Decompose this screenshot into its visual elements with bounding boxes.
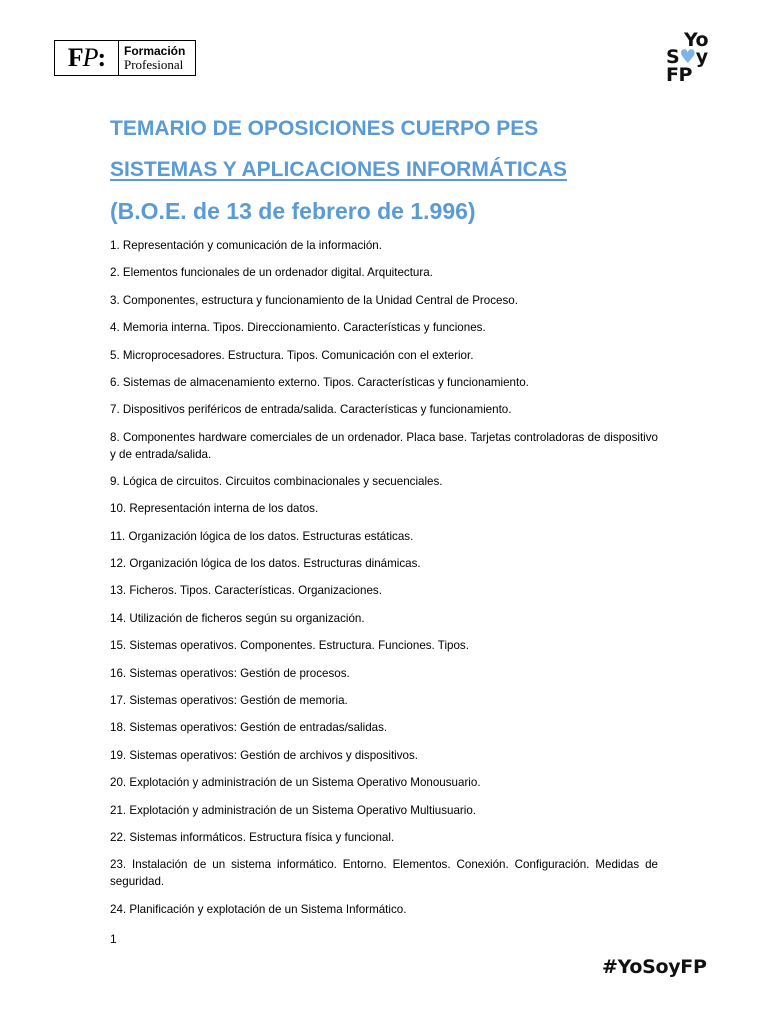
- topic-item: 13. Ficheros. Tipos. Características. Organizaciones.: [110, 584, 382, 598]
- topic-item: 14. Utilización de ficheros según su organización.: [110, 611, 365, 625]
- topic-item: 5. Microprocesadores. Estructura. Tipos. Comunicación con el exterior.: [110, 348, 474, 362]
- boe-reference: (B.O.E. de 13 de febrero de 1.996): [110, 198, 476, 224]
- yosoyfp-logo-row3: FP: [666, 64, 692, 86]
- topic-item: 23. Instalación de un sistema informático. Entorno. Elementos. Conexión. Configuración. Medidas de seguridad.: [110, 858, 658, 889]
- topic-item: 2. Elementos funcionales de un ordenador digital. Arquitectura.: [110, 266, 433, 280]
- topic-item: 4. Memoria interna. Tipos. Direccionamiento. Características y funciones.: [110, 321, 486, 335]
- yosoyfp-logo-row1: Yo: [684, 29, 709, 51]
- topic-item: 6. Sistemas de almacenamiento externo. Tipos. Características y funcionamiento.: [110, 375, 529, 389]
- fp-logo-line1: Formación: [124, 44, 186, 58]
- topic-item: 21. Explotación y administración de un Sistema Operativo Multiusuario.: [110, 803, 477, 817]
- fp-logo-colon: :: [97, 43, 106, 72]
- heart-icon: ♥: [679, 46, 696, 68]
- topic-item: 8. Componentes hardware comerciales de un ordenador. Placa base. Tarjetas controladoras de dispositivo y de entrada/salida.: [110, 430, 658, 461]
- topic-item: 17. Sistemas operativos: Gestión de memoria.: [110, 694, 348, 708]
- yosoyfp-hashtag: #YoSoyFP: [602, 956, 707, 978]
- document-subtitle: SISTEMAS Y APLICACIONES INFORMÁTICAS: [110, 158, 567, 181]
- fp-logo-mark: [55, 41, 119, 75]
- fp-logo-text: [119, 41, 185, 75]
- yosoyfp-logo: [664, 29, 714, 88]
- formacion-profesional-logo: [54, 40, 196, 76]
- page-number: 1: [110, 932, 117, 946]
- topic-item: 11. Organización lógica de los datos. Estructuras estáticas.: [110, 529, 414, 543]
- yosoyfp-logo-s: S: [666, 46, 680, 68]
- topic-item: 20. Explotación y administración de un Sistema Operativo Monousuario.: [110, 776, 481, 790]
- topic-item: 22. Sistemas informáticos. Estructura física y funcional.: [110, 831, 395, 844]
- topic-item: 3. Componentes, estructura y funcionamiento de la Unidad Central de Proceso.: [110, 293, 518, 307]
- topic-item: 18. Sistemas operativos: Gestión de entradas/salidas.: [110, 721, 388, 735]
- yosoyfp-logo-y: y: [695, 46, 708, 68]
- topic-item: 15. Sistemas operativos. Componentes. Estructura. Funciones. Tipos.: [110, 639, 469, 653]
- topic-item: 24. Planificación y explotación de un Sistema Informático.: [110, 902, 407, 916]
- fp-logo-line2: Profesional: [124, 57, 184, 72]
- topic-item: 12. Organización lógica de los datos. Estructuras dinámicas.: [110, 557, 421, 571]
- topic-item: 7. Dispositivos periféricos de entrada/salida. Características y funcionamiento.: [110, 403, 512, 417]
- document-title: TEMARIO DE OPOSICIONES CUERPO PES: [110, 117, 539, 140]
- topic-item: 1. Representación y comunicación de la información.: [110, 239, 382, 252]
- fp-logo-letter-f: F: [67, 43, 83, 72]
- topic-item: 9. Lógica de circuitos. Circuitos combinacionales y secuenciales.: [110, 474, 443, 488]
- fp-logo-letter-p: P: [82, 43, 98, 72]
- topic-list: [110, 238, 658, 918]
- topic-item: 16. Sistemas operativos: Gestión de procesos.: [110, 666, 350, 680]
- topic-item: 19. Sistemas operativos: Gestión de archivos y dispositivos.: [110, 748, 419, 762]
- topic-item: 10. Representación interna de los datos.: [110, 502, 319, 516]
